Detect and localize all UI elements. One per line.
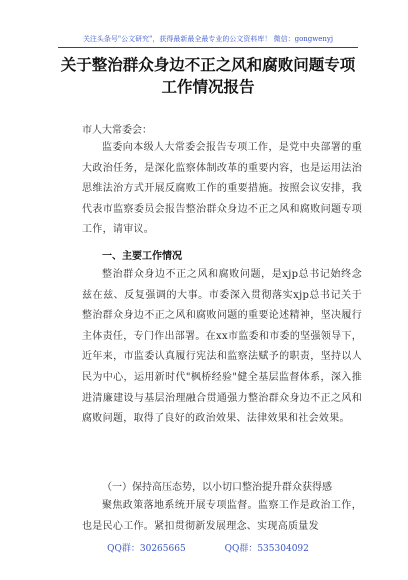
footer-qq-group-2: QQ群：535304092 [224, 544, 309, 554]
header-divider [58, 47, 358, 48]
paragraph-supervision: 聚焦政策落地系统开展专项监督。监察工作是政治工作，也是民心工作。紧扣贯彻新发展理念、实现高质量发 [82, 500, 362, 532]
subheading: （一）保持高压态势，以小切口整治提升群众获得感 [102, 482, 332, 493]
document-title: 关于整治群众身边不正之风和腐败问题专项工作情况报告 [60, 56, 356, 96]
footer-contacts [58, 541, 358, 554]
section-heading: 一、主要工作情况 [102, 251, 182, 262]
paragraph-work-summary: 整治群众身边不正之风和腐败问题，是xjp总书记始终念兹在兹、反复强调的大事。市委深入贯彻落实xjp总书记关于整治群众身边不正之风和腐败问题的重要论述精神，坚决履行主体责任，专门作出部署。在xx市监委和市委的坚强领导下，近年来，市监委认真履行宪法和监察法赋予的职责，坚持以人民为中心，运用新时代"枫桥经验"健全基层监督体系，深入推进清廉建设与基层治理融合贯通强力整治群众身边不正之风和腐败问题，取得了良好的政治效果、法律效果和社会效果。 [82, 269, 362, 425]
footer-qq-group-1: QQ群：30265665 [107, 544, 186, 554]
paragraph-intro: 监委向本级人大常委会报告专项工作，是党中央部署的重大政治任务，是深化监察体制改革的重要内容，也是运用法治思维法治方式开展反腐败工作的重要措施。按照会议安排，我代表市监察委员会报告整治群众身边不正之风和腐败问题专项工作，请审议。 [82, 142, 362, 236]
salutation: 市人大常委会： [82, 125, 152, 136]
header-banner: 关注头条号"公文研究"，获得最新最全最专业的公文资料库！ 微信：gongwenyj [82, 35, 334, 43]
